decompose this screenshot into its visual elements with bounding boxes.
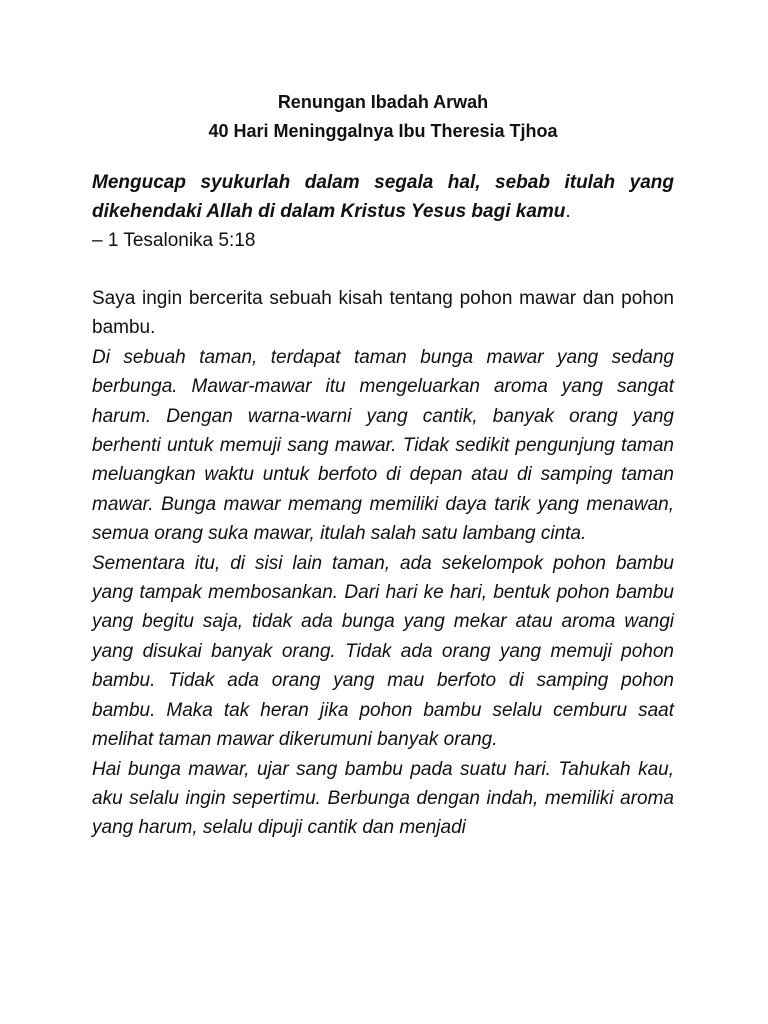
paragraph-intro: Saya ingin bercerita sebuah kisah tentang pohon mawar dan pohon bambu. [92, 288, 674, 339]
document-subtitle: 40 Hari Meninggalnya Ibu Theresia Tjhoa [208, 121, 558, 141]
paragraph-bamboo: Sementara itu, di sisi lain taman, ada sekelompok pohon bambu yang tampak membosankan. Dari hari ke hari, bentuk pohon bambu yang begitu saja, tidak ada bunga yang mekar atau aroma wangi yang disukai banyak orang. Tidak ada orang yang memuji pohon bambu. Tidak ada orang yang mau berfoto di samping pohon bambu. Maka tak heran jika pohon bambu selalu cemburu saat melihat taman mawar dikerumuni banyak orang. [92, 552, 674, 751]
paragraph-rose-garden: Di sebuah taman, terdapat taman bunga mawar yang sedang berbunga. Mawar-mawar itu mengeluarkan aroma yang sangat harum. Dengan warna-warni yang cantik, banyak orang yang berhenti untuk memuji sang mawar. Tidak sedikit pengunjung taman meluangkan waktu untuk berfoto di depan atau di samping taman mawar. Bunga mawar memang memiliki daya tarik yang menawan, semua orang suka mawar, itulah salah satu lambang cinta. [92, 346, 674, 545]
verse-period: . [565, 201, 571, 222]
document-title: Renungan Ibadah Arwah [277, 92, 489, 112]
document-page [92, 88, 674, 843]
verse-reference: – 1 Tesalonika 5:18 [92, 230, 256, 251]
story-body [92, 284, 674, 843]
bible-verse [92, 168, 674, 255]
paragraph-bamboo-speaks: Hai bunga mawar, ujar sang bambu pada suatu hari. Tahukah kau, aku selalu ingin sepertimu. Berbunga dengan indah, memiliki aroma yang harum, selalu dipuji cantik dan menjadi [92, 758, 674, 839]
verse-text: Mengucap syukurlah dalam segala hal, sebab itulah yang dikehendaki Allah di dalam Kristus Yesus bagi kamu [92, 172, 674, 222]
